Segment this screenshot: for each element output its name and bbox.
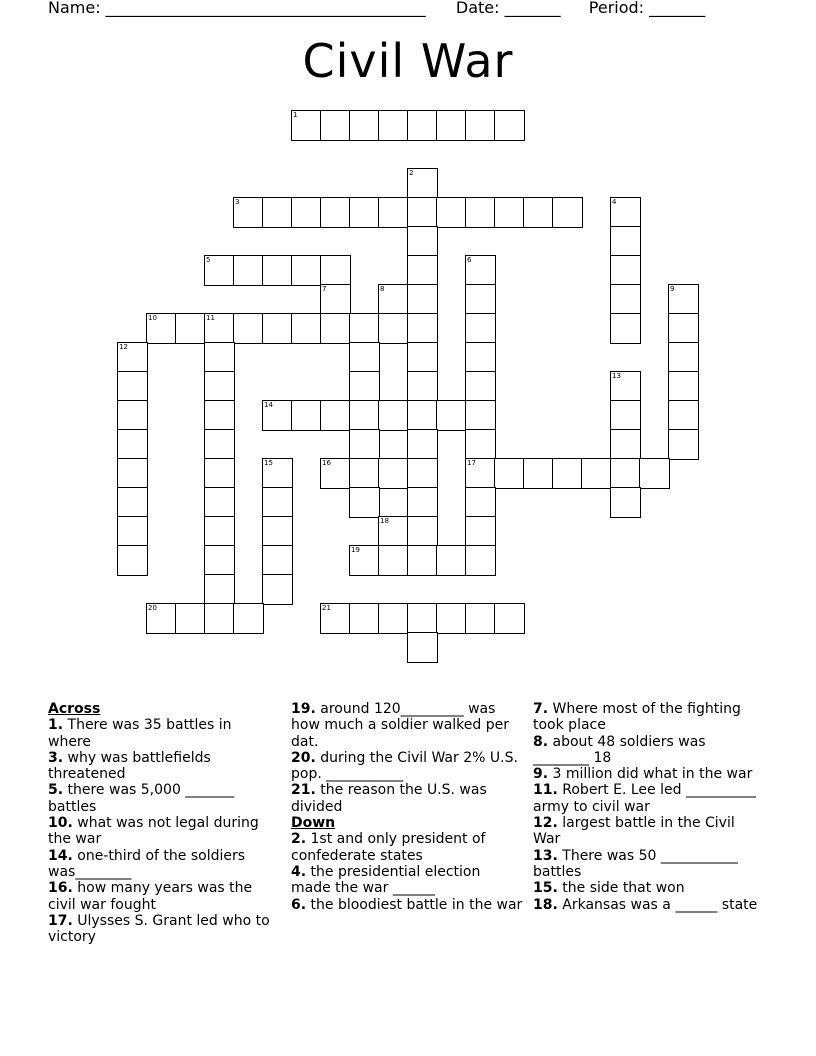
grid-cell[interactable]: [117, 487, 148, 518]
clue-item-text: Ulysses S. Grant led who to victory: [48, 912, 270, 946]
grid-cell[interactable]: [117, 545, 148, 576]
grid-cell[interactable]: [204, 342, 235, 373]
grid-cell[interactable]: [407, 313, 438, 344]
grid-cell[interactable]: [262, 255, 293, 286]
grid-cell[interactable]: [407, 342, 438, 373]
clue-item-text: how many years was the civil war fought: [48, 880, 253, 913]
grid-cell[interactable]: [378, 545, 409, 576]
grid-cell[interactable]: [146, 603, 177, 634]
grid-cell[interactable]: [581, 458, 612, 489]
grid-cell[interactable]: [117, 458, 148, 489]
grid-cell[interactable]: [610, 226, 641, 257]
grid-cell[interactable]: [117, 516, 148, 547]
grid-cell[interactable]: [378, 516, 409, 547]
clue-column-1: [48, 701, 270, 945]
clue-item: [291, 831, 523, 864]
grid-cell[interactable]: [291, 197, 322, 228]
clue-number: 11: [206, 314, 215, 322]
clue-item-number: 20.: [291, 749, 316, 766]
clue-item: [48, 815, 270, 848]
grid-cell[interactable]: [465, 545, 496, 576]
clue-item-text: about 48 soldiers was ________ 18: [533, 733, 706, 766]
grid-cell[interactable]: [204, 429, 235, 460]
clue-item: [533, 766, 763, 782]
grid-cell[interactable]: [465, 313, 496, 344]
clue-number: 10: [148, 314, 157, 322]
grid-cell[interactable]: [349, 342, 380, 373]
grid-cell[interactable]: [233, 197, 264, 228]
clue-item-text: why was battlefields threatened: [48, 749, 211, 783]
clue-item-number: 1.: [48, 717, 64, 734]
grid-cell[interactable]: [320, 400, 351, 431]
grid-cell[interactable]: [407, 603, 438, 634]
grid-cell[interactable]: [407, 255, 438, 286]
grid-cell[interactable]: [117, 400, 148, 431]
clue-item: [533, 897, 763, 913]
clue-item-number: 4.: [291, 863, 307, 880]
grid-cell[interactable]: [407, 632, 438, 663]
grid-cell[interactable]: [465, 255, 496, 286]
clue-item: [48, 717, 270, 750]
grid-cell[interactable]: [349, 371, 380, 402]
grid-cell[interactable]: [610, 400, 641, 431]
clue-section-heading: Down: [291, 815, 336, 832]
grid-cell[interactable]: [349, 197, 380, 228]
clue-number: 9: [670, 285, 675, 293]
clue-number: 12: [119, 343, 128, 351]
grid-cell[interactable]: [262, 574, 293, 605]
clue-number: 20: [148, 604, 157, 612]
clue-item-number: 6.: [291, 896, 307, 913]
grid-cell[interactable]: [465, 516, 496, 547]
grid-cell[interactable]: [668, 429, 699, 460]
grid-cell[interactable]: [204, 371, 235, 402]
grid-cell[interactable]: [494, 110, 525, 141]
clue-item-number: 18.: [533, 896, 558, 913]
grid-cell[interactable]: [436, 400, 467, 431]
clue-item: [533, 815, 763, 848]
clue-item-number: 17.: [48, 912, 73, 929]
grid-cell[interactable]: [552, 197, 583, 228]
clue-item-number: 3.: [48, 749, 64, 766]
grid-cell[interactable]: [610, 197, 641, 228]
grid-cell[interactable]: [204, 313, 235, 344]
grid-cell[interactable]: [465, 342, 496, 373]
clue-number: 3: [235, 198, 240, 206]
date-field[interactable]: Date: _______: [455, 0, 561, 17]
clue-column-2: [291, 701, 523, 913]
grid-cell[interactable]: [407, 400, 438, 431]
grid-cell[interactable]: [639, 458, 670, 489]
grid-cell[interactable]: [523, 197, 554, 228]
grid-cell[interactable]: [262, 400, 293, 431]
grid-cell[interactable]: [523, 458, 554, 489]
grid-cell[interactable]: [349, 458, 380, 489]
grid-cell[interactable]: [465, 400, 496, 431]
grid-cell[interactable]: [262, 545, 293, 576]
clue-item-text: There was 50 ___________ battles: [533, 847, 738, 880]
grid-cell[interactable]: [204, 458, 235, 489]
clue-item: [533, 734, 763, 767]
grid-cell[interactable]: [407, 284, 438, 315]
grid-cell[interactable]: [262, 313, 293, 344]
grid-cell[interactable]: [262, 487, 293, 518]
clue-item-text: Robert E. Lee led __________ army to civil war: [533, 782, 756, 815]
grid-cell[interactable]: [349, 110, 380, 141]
clue-item-text: Arkansas was a ______ state: [557, 896, 758, 913]
grid-cell[interactable]: [320, 197, 351, 228]
clue-item: [291, 864, 523, 897]
grid-cell[interactable]: [146, 313, 177, 344]
grid-cell[interactable]: [436, 110, 467, 141]
clue-item: [48, 880, 270, 913]
grid-cell[interactable]: [378, 313, 409, 344]
grid-cell[interactable]: [378, 458, 409, 489]
clue-item: [533, 701, 763, 734]
clue-item-number: 8.: [533, 733, 549, 750]
grid-cell[interactable]: [407, 168, 438, 199]
clue-number: 6: [467, 256, 472, 264]
clue-item-text: Where most of the fighting took place: [533, 701, 741, 734]
clue-number: 17: [467, 459, 476, 467]
grid-cell[interactable]: [349, 603, 380, 634]
clue-item: [533, 782, 763, 815]
grid-cell[interactable]: [407, 487, 438, 518]
grid-cell[interactable]: [117, 342, 148, 373]
grid-cell[interactable]: [262, 516, 293, 547]
grid-cell[interactable]: [117, 371, 148, 402]
grid-cell[interactable]: [610, 487, 641, 518]
grid-cell[interactable]: [204, 487, 235, 518]
clue-item-number: 15.: [533, 880, 558, 897]
clue-number: 7: [322, 285, 327, 293]
clue-item-text: There was 35 battles in where: [48, 717, 232, 750]
clue-item-text: the side that won: [557, 880, 685, 897]
clue-item-number: 12.: [533, 815, 558, 832]
grid-cell[interactable]: [349, 429, 380, 460]
clue-number: 1: [293, 111, 298, 119]
grid-cell[interactable]: [465, 603, 496, 634]
grid-cell[interactable]: [320, 603, 351, 634]
grid-cell[interactable]: [407, 429, 438, 460]
grid-cell[interactable]: [494, 458, 525, 489]
grid-cell[interactable]: [407, 226, 438, 257]
clue-number: 15: [264, 459, 273, 467]
grid-cell[interactable]: [465, 371, 496, 402]
clue-item: [533, 848, 763, 881]
grid-cell[interactable]: [378, 110, 409, 141]
grid-cell[interactable]: [552, 458, 583, 489]
clue-item: [291, 897, 523, 913]
grid-cell[interactable]: [465, 197, 496, 228]
grid-cell[interactable]: [378, 284, 409, 315]
grid-cell[interactable]: [204, 545, 235, 576]
grid-cell[interactable]: [610, 458, 641, 489]
clue-item-text: the bloodiest battle in the war: [306, 896, 523, 913]
grid-cell[interactable]: [407, 545, 438, 576]
grid-cell[interactable]: [291, 313, 322, 344]
grid-cell[interactable]: [320, 313, 351, 344]
grid-cell[interactable]: [668, 284, 699, 315]
clue-number: 4: [612, 198, 617, 206]
clue-item-number: 5.: [48, 782, 64, 799]
grid-cell[interactable]: [204, 603, 235, 634]
grid-cell[interactable]: [262, 458, 293, 489]
clue-item-text: there was 5,000 _______ battles: [48, 782, 235, 815]
name-field[interactable]: Name: ________________________________________: [48, 0, 426, 17]
clue-item: [48, 913, 270, 946]
clue-item-number: 11.: [533, 782, 558, 799]
page-title: Civil War: [302, 34, 514, 88]
grid-cell[interactable]: [465, 458, 496, 489]
grid-cell[interactable]: [610, 255, 641, 286]
grid-cell[interactable]: [204, 574, 235, 605]
grid-cell[interactable]: [407, 371, 438, 402]
clue-number: 2: [409, 169, 414, 177]
grid-cell[interactable]: [436, 197, 467, 228]
grid-cell[interactable]: [233, 313, 264, 344]
grid-cell[interactable]: [436, 603, 467, 634]
grid-cell[interactable]: [204, 516, 235, 547]
grid-cell[interactable]: [494, 197, 525, 228]
clue-item-number: 19.: [291, 701, 316, 717]
grid-cell[interactable]: [349, 313, 380, 344]
grid-cell[interactable]: [378, 197, 409, 228]
grid-cell[interactable]: [407, 197, 438, 228]
grid-cell[interactable]: [320, 110, 351, 141]
grid-cell[interactable]: [349, 400, 380, 431]
clue-item-text: during the Civil War 2% U.S. pop. ___________: [291, 749, 518, 783]
grid-cell[interactable]: [291, 255, 322, 286]
clue-item-text: what was not legal during the war: [48, 815, 259, 848]
clue-number: 21: [322, 604, 331, 612]
grid-cell[interactable]: [668, 371, 699, 402]
grid-cell[interactable]: [610, 429, 641, 460]
grid-cell[interactable]: [117, 429, 148, 460]
grid-cell[interactable]: [465, 110, 496, 141]
clue-item-text: 1st and only president of confederate states: [291, 831, 486, 864]
clue-section-heading: Across: [48, 701, 101, 717]
grid-cell[interactable]: [320, 458, 351, 489]
grid-cell[interactable]: [291, 110, 322, 141]
clue-number: 5: [206, 256, 211, 264]
clue-item-number: 2.: [291, 831, 307, 848]
clue-item-text: 3 million did what in the war: [548, 766, 753, 783]
grid-cell[interactable]: [262, 197, 293, 228]
clue-item-text: one-third of the soldiers was________: [48, 847, 246, 880]
grid-cell[interactable]: [320, 284, 351, 315]
grid-cell[interactable]: [407, 110, 438, 141]
grid-cell[interactable]: [175, 603, 206, 634]
clue-item-text: largest battle in the Civil War: [533, 815, 735, 848]
grid-cell[interactable]: [610, 313, 641, 344]
grid-cell[interactable]: [175, 313, 206, 344]
clue-item-number: 10.: [48, 815, 73, 832]
clue-item-number: 16.: [48, 880, 73, 897]
clue-number: 14: [264, 401, 273, 409]
period-field[interactable]: Period: _______: [588, 0, 706, 17]
grid-cell[interactable]: [233, 255, 264, 286]
clue-item: [291, 701, 523, 750]
grid-cell[interactable]: [668, 400, 699, 431]
grid-cell[interactable]: [378, 400, 409, 431]
grid-cell[interactable]: [668, 313, 699, 344]
clue-number: 8: [380, 285, 385, 293]
grid-cell[interactable]: [465, 487, 496, 518]
grid-cell[interactable]: [378, 603, 409, 634]
clue-item-number: 21.: [291, 782, 316, 799]
grid-cell[interactable]: [204, 255, 235, 286]
clue-number: 19: [351, 546, 360, 554]
grid-cell[interactable]: [668, 342, 699, 373]
clue-item-text: the presidential election made the war ______: [291, 863, 481, 897]
clue-item-text: the reason the U.S. was divided: [291, 782, 487, 815]
grid-cell[interactable]: [610, 371, 641, 402]
clue-item-number: 9.: [533, 766, 549, 783]
clue-item: [291, 750, 523, 783]
grid-cell[interactable]: [436, 545, 467, 576]
clue-number: 18: [380, 517, 389, 525]
clue-item-text: around 120_________ was how much a soldier walked per dat.: [291, 701, 509, 750]
clue-number: 16: [322, 459, 331, 467]
clue-item: [48, 750, 270, 783]
grid-cell[interactable]: [407, 458, 438, 489]
grid-cell[interactable]: [320, 255, 351, 286]
grid-cell[interactable]: [494, 603, 525, 634]
clue-column-3: [533, 701, 763, 913]
grid-cell[interactable]: [204, 400, 235, 431]
grid-cell[interactable]: [349, 487, 380, 518]
grid-cell[interactable]: [291, 400, 322, 431]
grid-cell[interactable]: [407, 516, 438, 547]
clue-number: 13: [612, 372, 621, 380]
clue-item: [291, 782, 523, 815]
clue-item-number: 13.: [533, 847, 558, 864]
clue-item: [48, 782, 270, 815]
grid-cell[interactable]: [349, 545, 380, 576]
grid-cell[interactable]: [610, 284, 641, 315]
clue-item: [533, 880, 763, 896]
grid-cell[interactable]: [233, 603, 264, 634]
clue-item-number: 7.: [533, 701, 549, 717]
grid-cell[interactable]: [465, 429, 496, 460]
clue-item: [48, 848, 270, 881]
grid-cell[interactable]: [465, 284, 496, 315]
clue-item-number: 14.: [48, 847, 73, 864]
